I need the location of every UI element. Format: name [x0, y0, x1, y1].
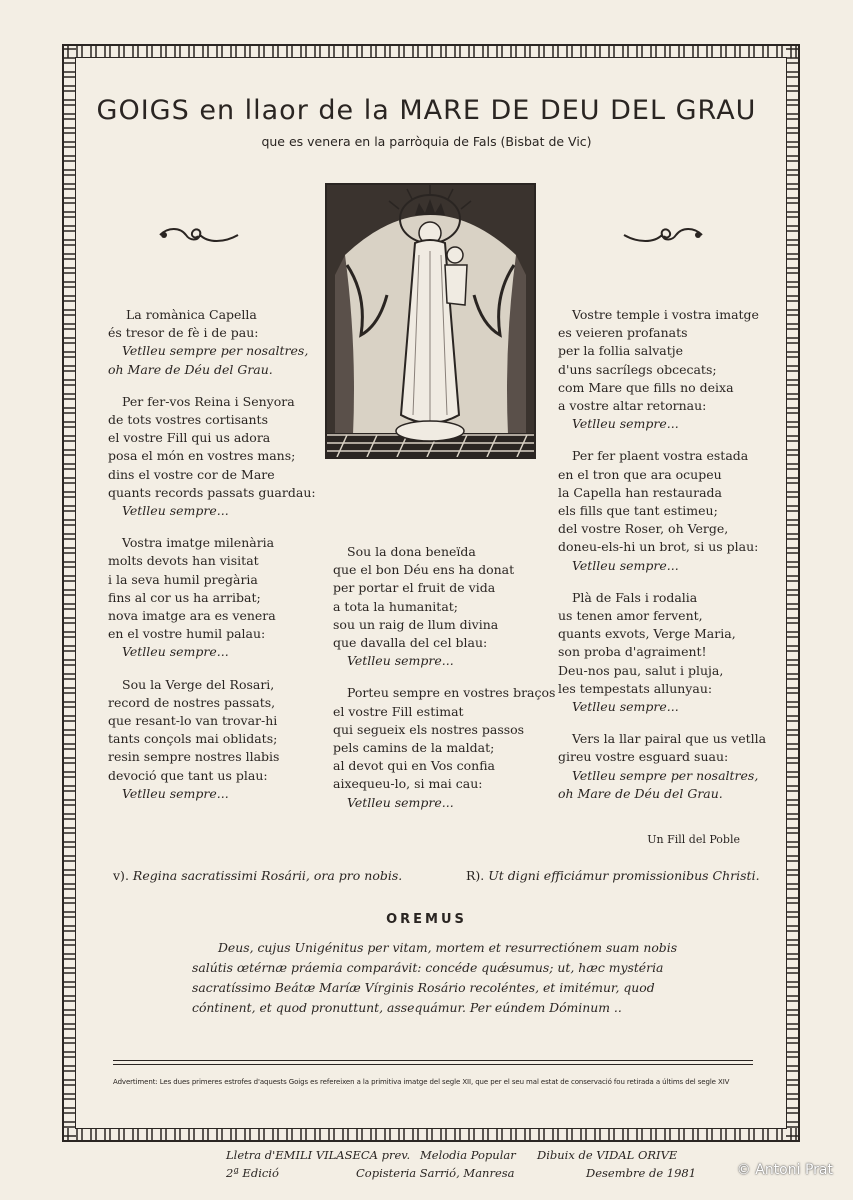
verse-line: quants exvots, Verge Maria,	[558, 626, 736, 642]
verse-line: que el bon Déu ens ha donat	[333, 562, 515, 578]
credits-middle	[356, 1146, 516, 1182]
verse-line: sou un raig de llum divina	[333, 616, 499, 632]
verse-line: Porteu sempre en vostres braços	[347, 685, 556, 701]
verse-line: Vetlleu sempre...	[572, 557, 679, 573]
virgin-illustration-icon	[327, 185, 534, 457]
verse-line: Vostra imatge milenària	[122, 535, 275, 551]
verse-line: Vetlleu sempre...	[122, 644, 229, 660]
verse-line: per portar el fruit de vida	[333, 580, 496, 596]
credit-melody: Melodia Popular	[420, 1148, 516, 1162]
verse-line: La romànica Capella	[126, 307, 257, 322]
oremus-title: OREMUS	[386, 912, 467, 927]
verse-line: a vostre altar retornau:	[558, 398, 707, 414]
verse-line: dins el vostre cor de Mare	[108, 466, 275, 482]
oremus-line: cóntinent, et quod pronuttunt, assequámur. Per eúndem Dóminum ..	[192, 1000, 622, 1015]
advertiment-note: Advertiment: Les dues primeres estrofes d'aquests Goigs es refereixen a la primitiva imatge del segle XII, que per el seu mal estat de conservació fou retirada a últims del segle XIV	[113, 1078, 730, 1086]
verse-line: en el tron que ara ocupeu	[558, 466, 722, 482]
oremus-line: sacratíssimo Beátæ Maríæ Vírginis Rosário recoléntes, et imitémur, quod	[192, 980, 655, 995]
verse-line: per la follia salvatje	[558, 343, 684, 359]
verse-line: posa el món en vostres mans;	[108, 448, 296, 464]
stanza-gap	[558, 575, 766, 589]
credit-drawing: Dibuix de VIDAL ORIVE	[537, 1148, 678, 1162]
verse-line: Vetlleu sempre per nosaltres,	[122, 343, 309, 359]
verse-line: Vetlleu sempre...	[572, 699, 679, 715]
verse-line: en el vostre humil palau:	[108, 626, 266, 642]
verse-line: Per fer-vos Reina i Senyora	[122, 393, 295, 409]
page-title: GOIGS en llaor de la MARE DE DEU DEL GRAU	[96, 95, 757, 126]
oremus-line: Deus, cujus Unigénitus per vitam, mortem et resurrectiónem suam nobis	[218, 940, 678, 955]
verse-line: a tota la humanitat;	[333, 598, 459, 614]
virgin-woodcut-image	[325, 183, 536, 459]
credit-copyist: Copisteria Sarrió, Manresa	[356, 1166, 515, 1180]
stanza-gap	[108, 379, 316, 393]
verse-line: us tenen amor fervent,	[558, 608, 703, 624]
verse-line: devoció que tant us plau:	[108, 767, 268, 783]
verse-line: aixequeu-lo, si mai cau:	[333, 776, 483, 792]
verse-line: Vetlleu sempre...	[347, 653, 454, 669]
verse-line: la Capella han restaurada	[558, 484, 722, 500]
signature: Un Fill del Poble	[647, 833, 740, 846]
verse-line: Vers la llar pairal que us vetlla	[572, 731, 767, 747]
divider	[113, 1064, 753, 1065]
poem-column-left	[108, 306, 316, 803]
verse-line: tants conçols mai oblidats;	[108, 731, 278, 747]
verse-line: gireu vostre esguard suau:	[558, 749, 729, 765]
verse-line: Deu-nos pau, salut i pluja,	[558, 662, 724, 678]
versicle-lead: v).	[113, 868, 129, 883]
credit-lyrics: Lletra d'EMILI VILASECA prev.	[226, 1148, 411, 1162]
versicle-text: Regina sacratissimi Rosárii, ora pro nobis.	[132, 868, 403, 883]
stanza-gap	[333, 670, 555, 684]
verse-line: pels camins de la maldat;	[333, 740, 495, 756]
verse-line: nova imatge ara es venera	[108, 608, 276, 624]
verse-line: que resant-lo van trovar-hi	[108, 713, 278, 729]
verse-line: de tots vostres cortisants	[108, 412, 268, 428]
verse-line: Vetlleu sempre per nosaltres,	[572, 767, 759, 783]
oremus-line: salútis œtérnæ práemia comparávit: concéde quǽsumus; ut, hæc mystéria	[192, 960, 664, 975]
verse-line: quants records passats guardau:	[108, 484, 316, 500]
verse-line: Plà de Fals i rodalia	[572, 589, 698, 605]
poem-column-middle	[333, 543, 555, 812]
verse-line: Per fer plaent vostra estada	[572, 448, 749, 464]
verse-line: Vetlleu sempre...	[347, 794, 454, 810]
verse-line: Vetlleu sempre...	[572, 416, 679, 432]
verse-line: Vostre temple i vostra imatge	[572, 307, 759, 322]
verse-line: és tresor de fè i de pau:	[108, 325, 259, 341]
verse-line: d'uns sacrílegs obcecats;	[558, 361, 717, 377]
response-lead: R).	[466, 868, 485, 883]
verse-line: Vetlleu sempre...	[122, 503, 229, 519]
verse-line: doneu-els-hi un brot, si us plau:	[558, 539, 759, 555]
verse-line: oh Mare de Déu del Grau.	[558, 785, 723, 801]
stanza-gap	[558, 433, 766, 447]
credits-right	[537, 1146, 696, 1182]
verse-line: Sou la dona beneïda	[347, 544, 476, 559]
versicle	[113, 868, 402, 883]
verse-line: resin sempre nostres llabis	[108, 749, 280, 765]
verse-line: son proba d'agraiment!	[558, 644, 707, 660]
verse-line: del vostre Roser, oh Verge,	[558, 521, 729, 537]
verse-line: molts devots han visitat	[108, 553, 259, 569]
watermark: © Antoni Prat	[736, 1162, 833, 1178]
verse-line: al devot qui en Vos confia	[333, 758, 496, 774]
verse-line: i la seva humil pregària	[108, 571, 258, 587]
poem-column-right	[558, 306, 766, 803]
stanza-gap	[108, 662, 316, 676]
stanza-gap	[558, 716, 766, 730]
oremus-prayer	[192, 938, 692, 1018]
verse-line: el vostre Fill estimat	[333, 703, 464, 719]
verse-line: fins al cor us ha arribat;	[108, 589, 261, 605]
flourish-right-icon	[622, 223, 704, 247]
flourish-left-icon	[158, 223, 240, 247]
verse-line: oh Mare de Déu del Grau.	[108, 361, 273, 377]
verse-line: les tempestats allunyau:	[558, 680, 713, 696]
credit-edition: 2ª Edició	[226, 1166, 279, 1180]
credit-date: Desembre de 1981	[586, 1166, 697, 1180]
divider	[113, 1060, 753, 1061]
stanza-gap	[108, 520, 316, 534]
response	[466, 868, 760, 883]
verse-line: Vetlleu sempre...	[122, 785, 229, 801]
verse-line: com Mare que fills no deixa	[558, 379, 734, 395]
verse-line: es veieren profanats	[558, 325, 688, 341]
verse-line: que davalla del cel blau:	[333, 635, 488, 651]
verse-line: el vostre Fill qui us adora	[108, 430, 271, 446]
verse-line: qui segueix els nostres passos	[333, 721, 525, 737]
response-text: Ut digni efficiámur promissionibus Christi.	[488, 868, 760, 883]
verse-line: record de nostres passats,	[108, 694, 276, 710]
page-subtitle: que es venera en la parròquia de Fals (Bisbat de Vic)	[261, 134, 592, 149]
verse-line: els fills que tant estimeu;	[558, 503, 718, 519]
verse-line: Sou la Verge del Rosari,	[122, 676, 275, 692]
